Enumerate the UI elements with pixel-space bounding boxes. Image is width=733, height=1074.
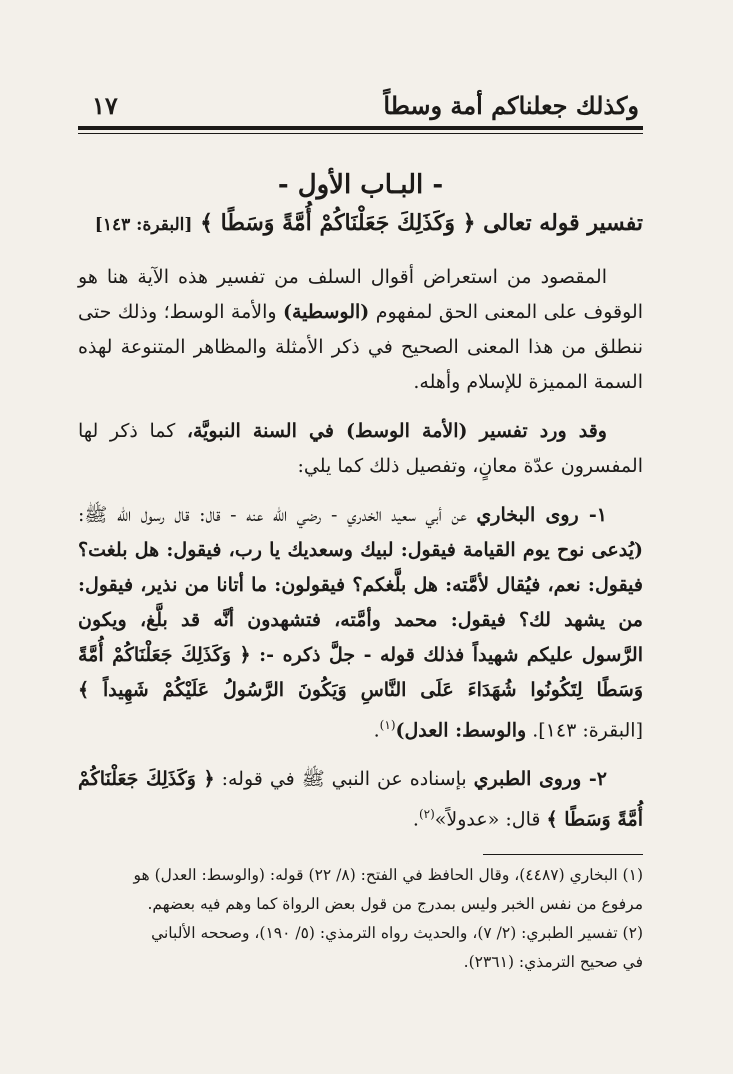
p3-hadith: (يُدعى نوح يوم القيامة فيقول: لبيك وسعديك يا رب، فيقول: هل بلغت؟ فيقول: نعم، فيُقال لأمَّته: هل بلَّغكم؟ فيقولون: ما أتانا من نذير، فيقول: من يشهد لك؟ فيقول: محمد وأمَّته، فتشهدون أنَّه قد بلَّغ، ويكون الرَّسول عليكم شهيداً فذلك قوله - جلَّ ذكره -: ﴿ وَكَذَلِكَ جَعَلْنَاكُمْ أُمَّةً وَسَطًا لِتَكُونُوا شُهَدَاءَ عَلَى النَّاسِ وَيَكُونَ الرَّسُولُ عَلَيْكُمْ شَهِيداً ﴾ <box>78 539 643 701</box>
running-header <box>78 80 643 120</box>
footnote-1-line-2: مرفوع من نفس الخبر وليس بمدرج من قول بعض الرواة كما وهم فيه بعضهم. <box>147 894 643 913</box>
p4-lead: ٢- وروى الطبري <box>473 768 607 791</box>
section-title-ref: [البقرة: ١٤٣] <box>94 215 193 235</box>
header-rule-thin <box>78 133 643 134</box>
p3-end: والوسط: العدل) <box>395 719 527 742</box>
header-rule-thick <box>78 126 643 130</box>
paragraph-4: ٢- وروى الطبري بإسناده عن النبي ﷺ في قوله: ﴿ وَكَذَلِكَ جَعَلْنَاكُمْ أُمَّةً وَسَطًا ﴾ قال: «عدولاً»$^{(٢)}$. <box>78 768 643 831</box>
p1-term: (الوسطية) <box>282 301 370 323</box>
paragraph-2 <box>78 414 643 484</box>
footnote-2-line-1: (٢) تفسير الطبري: (٢/ ٧)، والحديث رواه الترمذي: (٥/ ١٩٠)، وصححه الألباني <box>151 923 643 942</box>
p3-chain: عن أبي سعيد الخدري - رضي الله عنه - قال: قال رسول الله ﷺ: <box>78 504 467 526</box>
p3-ref: [البقرة: ١٤٣]. <box>532 719 643 742</box>
footnotes <box>78 861 643 977</box>
footnote-1-line-1: (١) البخاري (٤٤٨٧)، وقال الحافظ في الفتح: (٨/ ٢٢) قوله: (والوسط: العدل) هو <box>133 865 643 884</box>
p1-text-a: المقصود من استعراض أقوال السلف من تفسير هذه الآية هنا هو الوقوف على المعنى الحق لمفهوم <box>78 266 643 323</box>
page-number: ١٧ <box>92 91 118 120</box>
p1-text-c: والأمة الوسط؛ وذلك حتى ننطلق من هذا المعنى الصحيح في ذكر الأمثلة والمظاهر المتنوعة لهذه السمة المميزة للإسلام وأهله. <box>78 301 643 393</box>
paragraph-1 <box>78 260 643 400</box>
p4-chain: بإسناده عن النبي ﷺ في قوله: <box>221 768 467 791</box>
book-page <box>78 80 643 1034</box>
p3-lead: ١- روى البخاري <box>476 504 607 526</box>
section-title <box>78 210 643 236</box>
chapter-title: - البـاب الأول - <box>277 170 444 200</box>
footnote-2-line-2: في صحيح الترمذي: (٢٣٦١). <box>463 952 643 971</box>
footnote-rule <box>483 854 643 855</box>
p4-text: قال: «عدولاً» <box>434 808 541 831</box>
paragraph-3: ١- روى البخاري عن أبي سعيد الخدري - رضي الله عنه - قال: قال رسول الله ﷺ: (يُدعى نوح يوم القيامة فيقول: لبيك وسعديك يا رب، فيقول: هل بلغت؟ فيقول: نعم، فيُقال لأمَّته: هل بلَّغكم؟ فيقولون: ما أتانا من نذير، فيقول: من يشهد لك؟ فيقول: محمد وأمَّته، فتشهدون أنَّه قد بلَّغ، ويكون الرَّسول عليكم شهيداً فذلك قوله - جلَّ ذكره -: ﴿ وَكَذَلِكَ جَعَلْنَاكُمْ أُمَّةً وَسَطًا لِتَكُونُوا شُهَدَاءَ عَلَى النَّاسِ وَيَكُونَ الرَّسُولُ عَلَيْكُمْ شَهِيداً ﴾ [البقرة: ١٤٣]. والوسط: العدل)$^{(١)}$. <box>78 504 643 742</box>
footnote-marker-2[interactable]: (٢) <box>418 807 435 822</box>
footnote-marker-1[interactable]: (١) <box>379 718 396 732</box>
p2-text: كما ذكر لها المفسرون عدّة معانٍ، وتفصيل ذلك كما يلي: <box>78 420 643 477</box>
header-title: وكذلك جعلناكم أمة وسطاً <box>383 91 639 120</box>
p4-verse: ﴿ وَكَذَلِكَ جَعَلْنَاكُمْ أُمَّةً وَسَطًا ﴾ <box>78 768 643 831</box>
p2-lead: وقد ورد تفسير (الأمة الوسط) في السنة النبويَّة، <box>186 420 607 442</box>
section-title-text: تفسير قوله تعالى ﴿ وَكَذَلِكَ جَعَلْنَاكُمْ أُمَّةً وَسَطًا ﴾ <box>200 210 643 236</box>
